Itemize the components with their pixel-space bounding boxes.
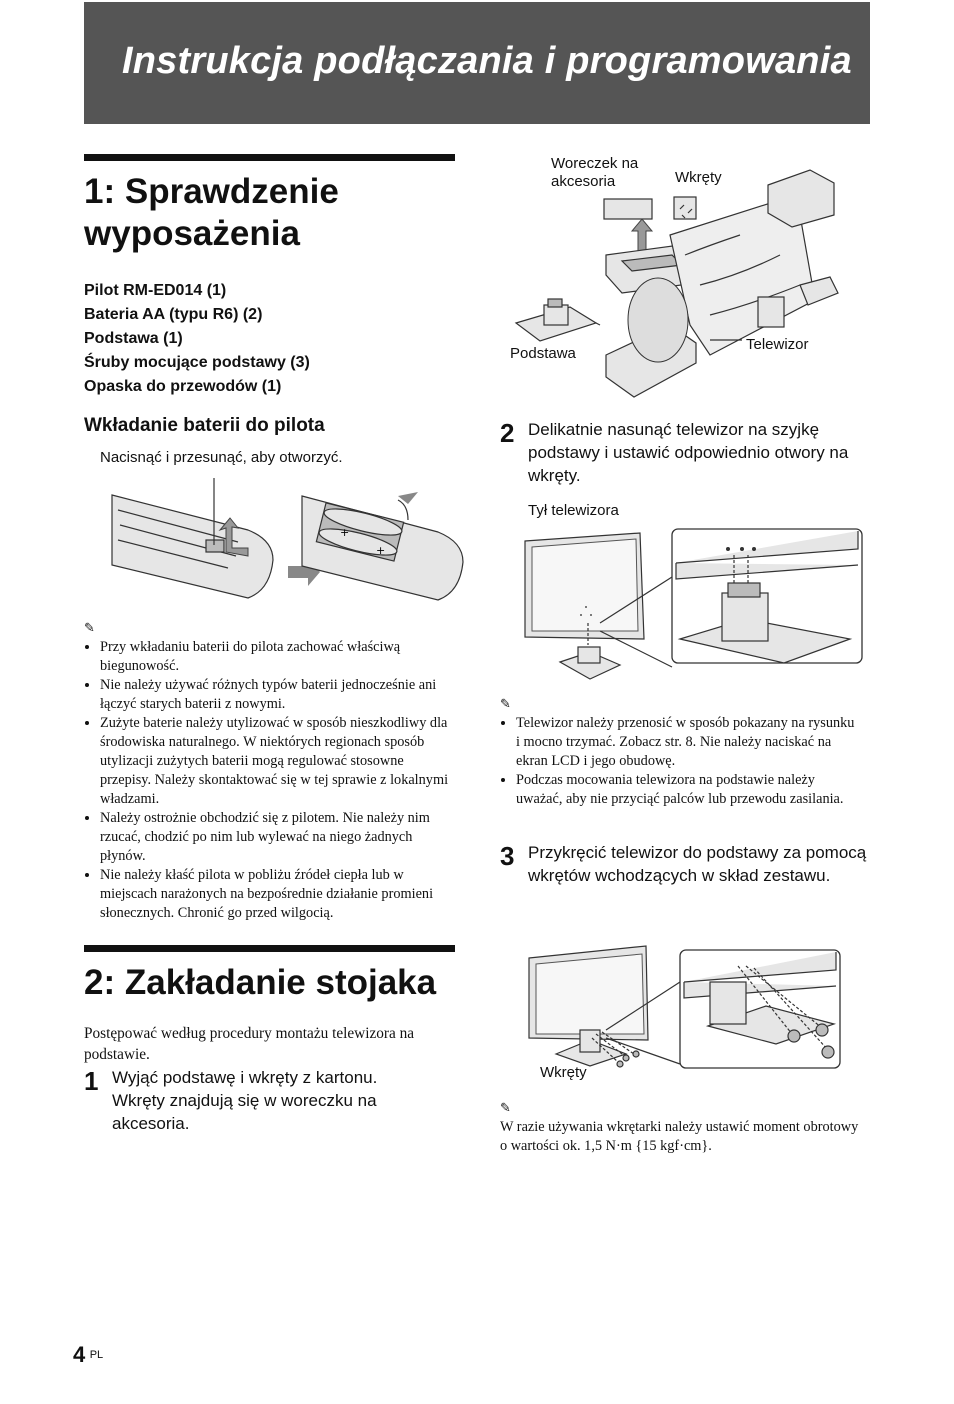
step-text: Przykręcić telewizor do podstawy za pomocą wkrętów wchodzących w skład zestawu. [528,843,867,885]
equipment-item: Pilot RM-ED014 (1) [84,282,227,299]
bag-bottom [628,278,688,362]
remote-battery-illustration [108,470,478,605]
step-3 [500,841,870,913]
tv-label: Telewizor [746,336,809,353]
section-title [84,171,455,255]
step-2 [500,418,870,490]
foam-small [758,297,784,327]
remote-closed [112,495,273,598]
screw [822,1046,834,1058]
screws-label: Wkręty [540,1064,587,1081]
stand-neck-zoomed [722,593,768,641]
note-item: • Nie należy używać różnych typów baterii jednocześnie ani łączyć starych baterii z nowymi. [100,676,456,714]
screws-illustration [526,942,844,1077]
stand-neck [544,305,568,325]
pencil-note-icon: ✎ [500,697,511,712]
page-title: Instrukcja podłączania i programowania [122,40,852,82]
tv-back-label: Tył telewizora [528,502,619,519]
screw [623,1055,629,1061]
insert-path [398,500,408,520]
tv-back-panel [536,954,644,1034]
header-banner [84,2,870,124]
section-intro: Postępować według procedury montażu telewizora na podstawie. [84,1025,415,1063]
screw [617,1061,623,1067]
step-text: Delikatnie nasunąć telewizor na szyjkę podstawy i ustawić odpowiednio otwory na wkręty. [528,420,849,485]
equipment-item: Opaska do przewodów (1) [84,378,282,395]
foam-block-right [768,170,834,227]
pencil-note-icon: ✎ [500,1101,511,1116]
battery-notes [84,621,456,923]
screws-label: Wkręty [675,169,722,186]
section-stand [84,945,455,1065]
equipment-list [84,279,455,399]
bag-label: Woreczek na akcesoria [551,155,639,190]
step-1 [84,1066,454,1138]
battery-heading: Wkładanie baterii do pilota [84,415,325,436]
stand-neck-small [580,1030,600,1052]
screw-hole [740,547,744,551]
screw-hole [752,547,756,551]
note-text: W razie używania wkrętarki należy ustawić moment obrotowy o wartości ok. 1,5 N·m {15 kgf·cm}. [500,1119,859,1154]
stand-top [548,299,562,307]
page-footer [73,1342,103,1368]
note-item: • Podczas mocowania telewizora na podstawie należy uważać, aby nie przyciąć palców lub przewodu zasilania. [516,771,860,809]
step-text: Wyjąć podstawę i wkręty z kartonu. Wkręty znajdują się w woreczku na akcesoria. [112,1068,378,1133]
equipment-item: Podstawa (1) [84,330,183,347]
page-number: 4 [73,1342,86,1367]
section-rule [84,154,455,161]
screw-hole [726,547,730,551]
stand-neck-small [578,647,600,663]
section-rule [84,945,455,952]
note-item: • Nie należy kłaść pilota w pobliżu źródeł ciepła lub w miejscach narażonych na bezpośrednie działanie promieni słonecznych. Chronić go przed wilgocią. [100,866,456,923]
stand-neck-zoomed [710,982,746,1024]
equipment-item: Śruby mocujące podstawy (3) [84,354,310,371]
tv-back-illustration [520,527,865,689]
screw [788,1030,800,1042]
tv-back-panel [532,539,638,631]
note-item: • Przy wkładaniu baterii do pilota zachować właściwą biegunowość. [100,638,456,676]
section-title: 2: Zakładanie stojaka [84,963,437,1002]
notes-step2 [500,697,860,809]
equipment-item: Bateria AA (typu R6) (2) [84,306,263,323]
pencil-note-icon: ✎ [84,621,95,636]
step-number: 1 [84,1066,99,1096]
section-title-line2: wyposażenia [84,214,300,253]
stand-pointer [596,323,600,325]
language-code: PL [89,1349,104,1361]
screws-packet [674,197,696,219]
screw [633,1051,639,1057]
latch [206,540,224,552]
stand-top-zoomed [728,583,760,597]
note-item: • Należy ostrożnie obchodzić się z pilotem. Nie należy nim rzucać, chodzić po nim lub wylewać na niego żadnych płynów. [100,809,456,866]
note-item: • Telewizor należy przenosić w sposób pokazany na rysunku i mocno trzymać. Zobacz str. 8. Nie należy naciskać na ekran LCD i jego obudowę. [516,714,860,771]
plus-sign: + [376,544,386,557]
accessory-bag [604,199,652,219]
section-check-equipment [84,154,455,437]
step-number: 2 [500,418,515,448]
plus-sign: + [340,526,350,539]
screw [816,1024,828,1036]
battery-caption: Nacisnąć i przesunąć, aby otworzyć. [100,449,343,466]
notes-step3 [500,1101,860,1156]
note-item: • Zużyte baterie należy utylizować w sposób nieszkodliwy dla środowiska naturalnego. W niektórych regionach sposób utylizacji zużytych baterii mogą regulować stosowne przepisy. Należy skontaktować się w tej sprawie z lokalnymi władzami. [100,714,456,809]
unboxing-illustration [510,165,840,410]
stand-label: Podstawa [510,345,576,362]
step-number: 3 [500,841,515,871]
section-title-line1: 1: Sprawdzenie [84,172,339,211]
